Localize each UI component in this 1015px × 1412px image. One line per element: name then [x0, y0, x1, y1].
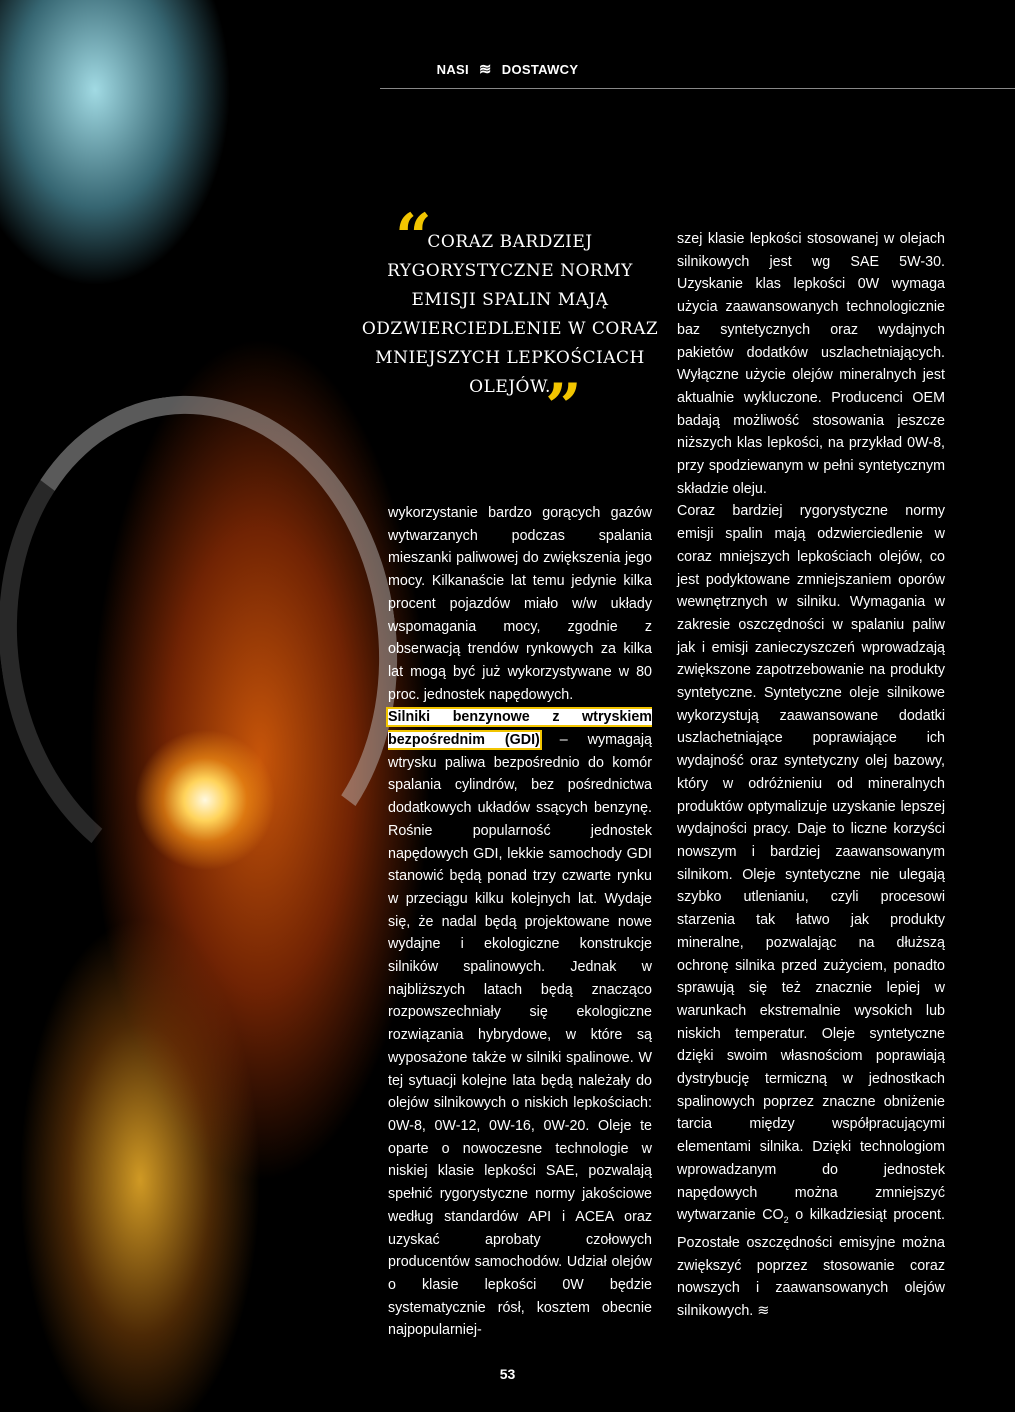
- co2-label: CO: [762, 1207, 784, 1224]
- pull-quote: CORAZ BARDZIEJ RYGORYSTYCZNE NORMY EMISJI SPALIN MAJĄ ODZWIERCIEDLENIE W CORAZ MNIEJSZYCH LEPKOŚCIACH OLEJÓW.: [361, 232, 659, 397]
- paragraph: szej klasie lepkości stosowanej w olejach silnikowych jest wg SAE 5W-30. Uzyskanie klas lepkości 0W wymaga użycia zaawansowanych technologicznie baz syntetycznych oraz wydajnych pakietów dodatków uszlachetniających. Wyłączne użycie olejów mineralnych jest aktualnie wykluczone. Producenci OEM badają możliwość stosowania jeszcze niższych klas lepkości, na przykład 0W-8, przy spodziewanym w pełni syntetycznym składzie oleju.: [677, 231, 945, 497]
- paragraph: wykorzystanie bardzo gorących gazów wytwarzanych podczas spalania mieszanki paliwowej do zwiększenia jego mocy. Kilkanaście lat temu jedynie kilka procent pojazdów miało w/w układy wspomagania mocy, zgodnie z obserwacją trendów rynkowych za kilka lat mogą być już wykorzystywane w 80 proc. jednostek napędowych.: [388, 505, 652, 703]
- header-left: NASI: [436, 61, 469, 77]
- co2-subscript: 2: [783, 1215, 789, 1226]
- paragraph: [388, 706, 652, 1342]
- highlighted-term: Silniki benzynowe z wtryskiem bezpośrednim (GDI): [388, 709, 652, 749]
- paragraph-text: – wymagają wtrysku paliwa bezpośrednio do komór spalania cylindrów, bez pośrednictwa dodatkowych układów ssących benzynę. Rośnie popularność jednostek napędowych GDI, lekkie samochody GDI stanowić będą ponad trzy czwarte rynku w przeciągu kilku kolejnych lat. Wydaje się, że nadal będą projektowane nowe wydajne i ekologiczne konstrukcje silników spalinowych. Jednak w najbliższych latach będą znacząco rozpowszechniały się ekologiczne rozwiązania hybrydowe, w które są wyposażone także w silniki spalinowe. W tej sytuacji kolejne lata będą należały do olejów silnikowych o niskich lepkościach: 0W-8, 0W-12, 0W-16, 0W-20. Oleje te oparte o nowoczesne technologie w niskiej klasie lepkości SAE, pozwalają spełnić rygorystyczne normy jakościowe według standardów API i ACEA oraz uzyskać aprobaty czołowych producentów samochodów. Udział olejów o klasie lepkości 0W będzie systematycznie rósł, kosztem obecnie najpopularniej-: [388, 732, 652, 1339]
- paragraph-text: o kilkadziesiąt procent. Pozostałe oszczędności emisyjne można zwiększyć poprzez stosowanie coraz nowszych i zaawansowanych olejów silnikowych.: [677, 1207, 946, 1319]
- page-number: 53: [499, 1366, 516, 1382]
- section-header: [0, 60, 1015, 78]
- paragraph: [677, 500, 945, 1322]
- supplier-logo-icon: ≋: [478, 61, 492, 78]
- header-rule: [380, 88, 1015, 89]
- header-right: DOSTAWCY: [501, 61, 579, 77]
- quote-open-mark: “: [395, 200, 432, 275]
- text-column-right: [677, 228, 945, 1323]
- end-mark-icon: ≋: [757, 1302, 770, 1319]
- paragraph-text: Coraz bardziej rygorystyczne normy emisji spalin mają odzwierciedlenie w coraz mniejszych lepkościach olejów, co jest podyktowane zmniejszaniem oporów wewnętrznych w silniku. Wymagania w zakresie oszczędności w spalaniu paliw jak i emisji zanieczyszczeń wprowadzają zwiększone zapotrzebowanie na produkty syntetyczne. Syntetyczne oleje silnikowe wykorzystują zaawansowane dodatki uszlachetniające poprawiające ich wydajność oraz syntetyczny olej bazowy, który w odróżnieniu od mineralnych produktów optymalizuje uzyskanie lepszej wydajności pracy. Daje to liczne korzyści nowszym i bardziej zaawansowanym silnikom. Oleje syntetyczne nie ulegają szybko utlenianiu, czyli procesowi starzenia tak łatwo jak produkty mineralne, pozwalając na dłuższą ochronę silnika przed zużyciem, ponadto sprawują się też znacznie lepiej w warunkach ekstremalnie wysokich lub niskich temperatur. Oleje syntetyczne dzięki swoim własnościom poprawiają dystrybucję termiczną w jednostkach spalinowych poprzez znaczne obniżenie tarcia między współpracującymi elementami silnika. Dzięki technologiom wprowadzanym do jednostek napędowych można zmniejszyć wytwarzanie: [677, 503, 945, 1224]
- text-column-left: [388, 502, 652, 1342]
- quote-close-mark: ”: [545, 370, 582, 445]
